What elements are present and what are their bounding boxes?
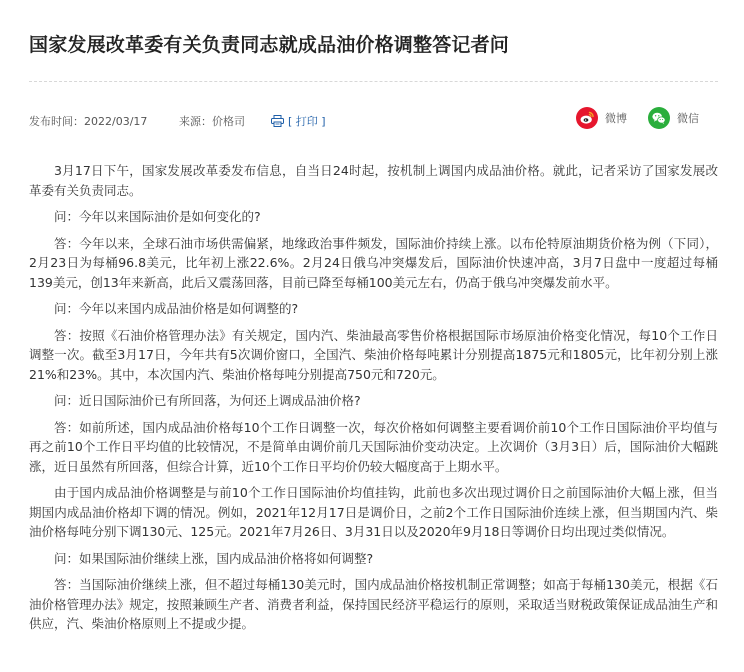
weibo-icon <box>576 107 598 129</box>
question-paragraph: 问：如果国际油价继续上涨，国内成品油价格将如何调整? <box>54 550 374 566</box>
page-title: 国家发展改革委有关负责同志就成品油价格调整答记者问 <box>29 34 510 56</box>
article-source: 来源：价格司 <box>179 115 245 128</box>
share-weibo-button[interactable] <box>576 107 627 129</box>
printer-icon <box>271 115 284 127</box>
print-label: [ 打印 ] <box>288 115 326 128</box>
question-paragraph: 问：今年以来国内成品油价格是如何调整的? <box>54 301 299 316</box>
share-wechat-button[interactable] <box>648 107 699 129</box>
print-link[interactable] <box>271 115 326 129</box>
article-paragraph: 由于国内成品油价格调整是与前10个工作日国际油价均值挂钩，此前也多次出现过调价日之前国际油价大幅上涨，但当期国内成品油价格却下调的情况。例如，2021年12月17日是调价日，之前2个工作日国际油价连续上涨，但当期国内汽、柴油价格每吨分别下调130元、125元。2021年7月26日、3月31日以及2020年9月18日等调价日均出现过类似情况。 <box>29 485 718 539</box>
title-divider <box>29 81 718 82</box>
answer-paragraph: 答：按照《石油价格管理办法》有关规定，国内汽、柴油最高零售价格根据国际市场原油价格变化情况，每10个工作日调整一次。截至3月17日，今年共有5次调价窗口，全国汽、柴油价格每吨累计分别提高1875元和1805元，比年初分别上涨21%和23%。其中，本次国内汽、柴油价格每吨分别提高750元和720元。 <box>29 327 718 382</box>
article-meta-bar <box>29 107 718 137</box>
publish-time: 发布时间：2022/03/17 <box>29 115 148 128</box>
weibo-label: 微博 <box>605 112 627 125</box>
wechat-label: 微信 <box>677 112 699 125</box>
article-paragraph: 3月17日下午，国家发展改革委发布信息，自当日24时起，按机制上调国内成品油价格。就此，记者采访了国家发展改革委有关负责同志。 <box>29 163 718 198</box>
answer-paragraph: 答：今年以来，全球石油市场供需偏紧，地缘政治事件频发，国际油价持续上涨。以布伦特原油期货价格为例（下同），2月23日为每桶96.8美元，比年初上涨22.6%。2月24日俄乌冲突爆发后，国际油价快速冲高，3月7日盘中一度超过每桶139美元，创13年来新高，此后又震荡回落，目前已降至每桶100美元左右，仍高于俄乌冲突爆发前水平。 <box>29 235 718 290</box>
wechat-icon <box>648 107 670 129</box>
article-body <box>29 161 718 634</box>
question-paragraph: 问：今年以来国际油价是如何变化的? <box>54 209 261 224</box>
answer-paragraph: 答：当国际油价继续上涨，但不超过每桶130美元时，国内成品油价格按机制正常调整；如高于每桶130美元，根据《石油价格管理办法》规定，按照兼顾生产者、消费者利益，保持国民经济平稳运行的原则，采取适当财税政策保证成品油生产和供应，汽、柴油价格原则上不提或少提。 <box>29 577 718 631</box>
question-paragraph: 问：近日国际油价已有所回落，为何还上调成品油价格? <box>54 393 361 408</box>
answer-paragraph: 答：如前所述，国内成品油价格每10个工作日调整一次，每次价格如何调整主要看调价前10个工作日国际油价平均值与再之前10个工作日平均值的比较情况，不是简单由调价前几天国际油价变动决定。上次调价（3月3日）后，国际油价大幅跳涨，近日虽然有所回落，但综合计算，近10个工作日平均价仍较大幅度高于上期水平。 <box>29 419 718 474</box>
